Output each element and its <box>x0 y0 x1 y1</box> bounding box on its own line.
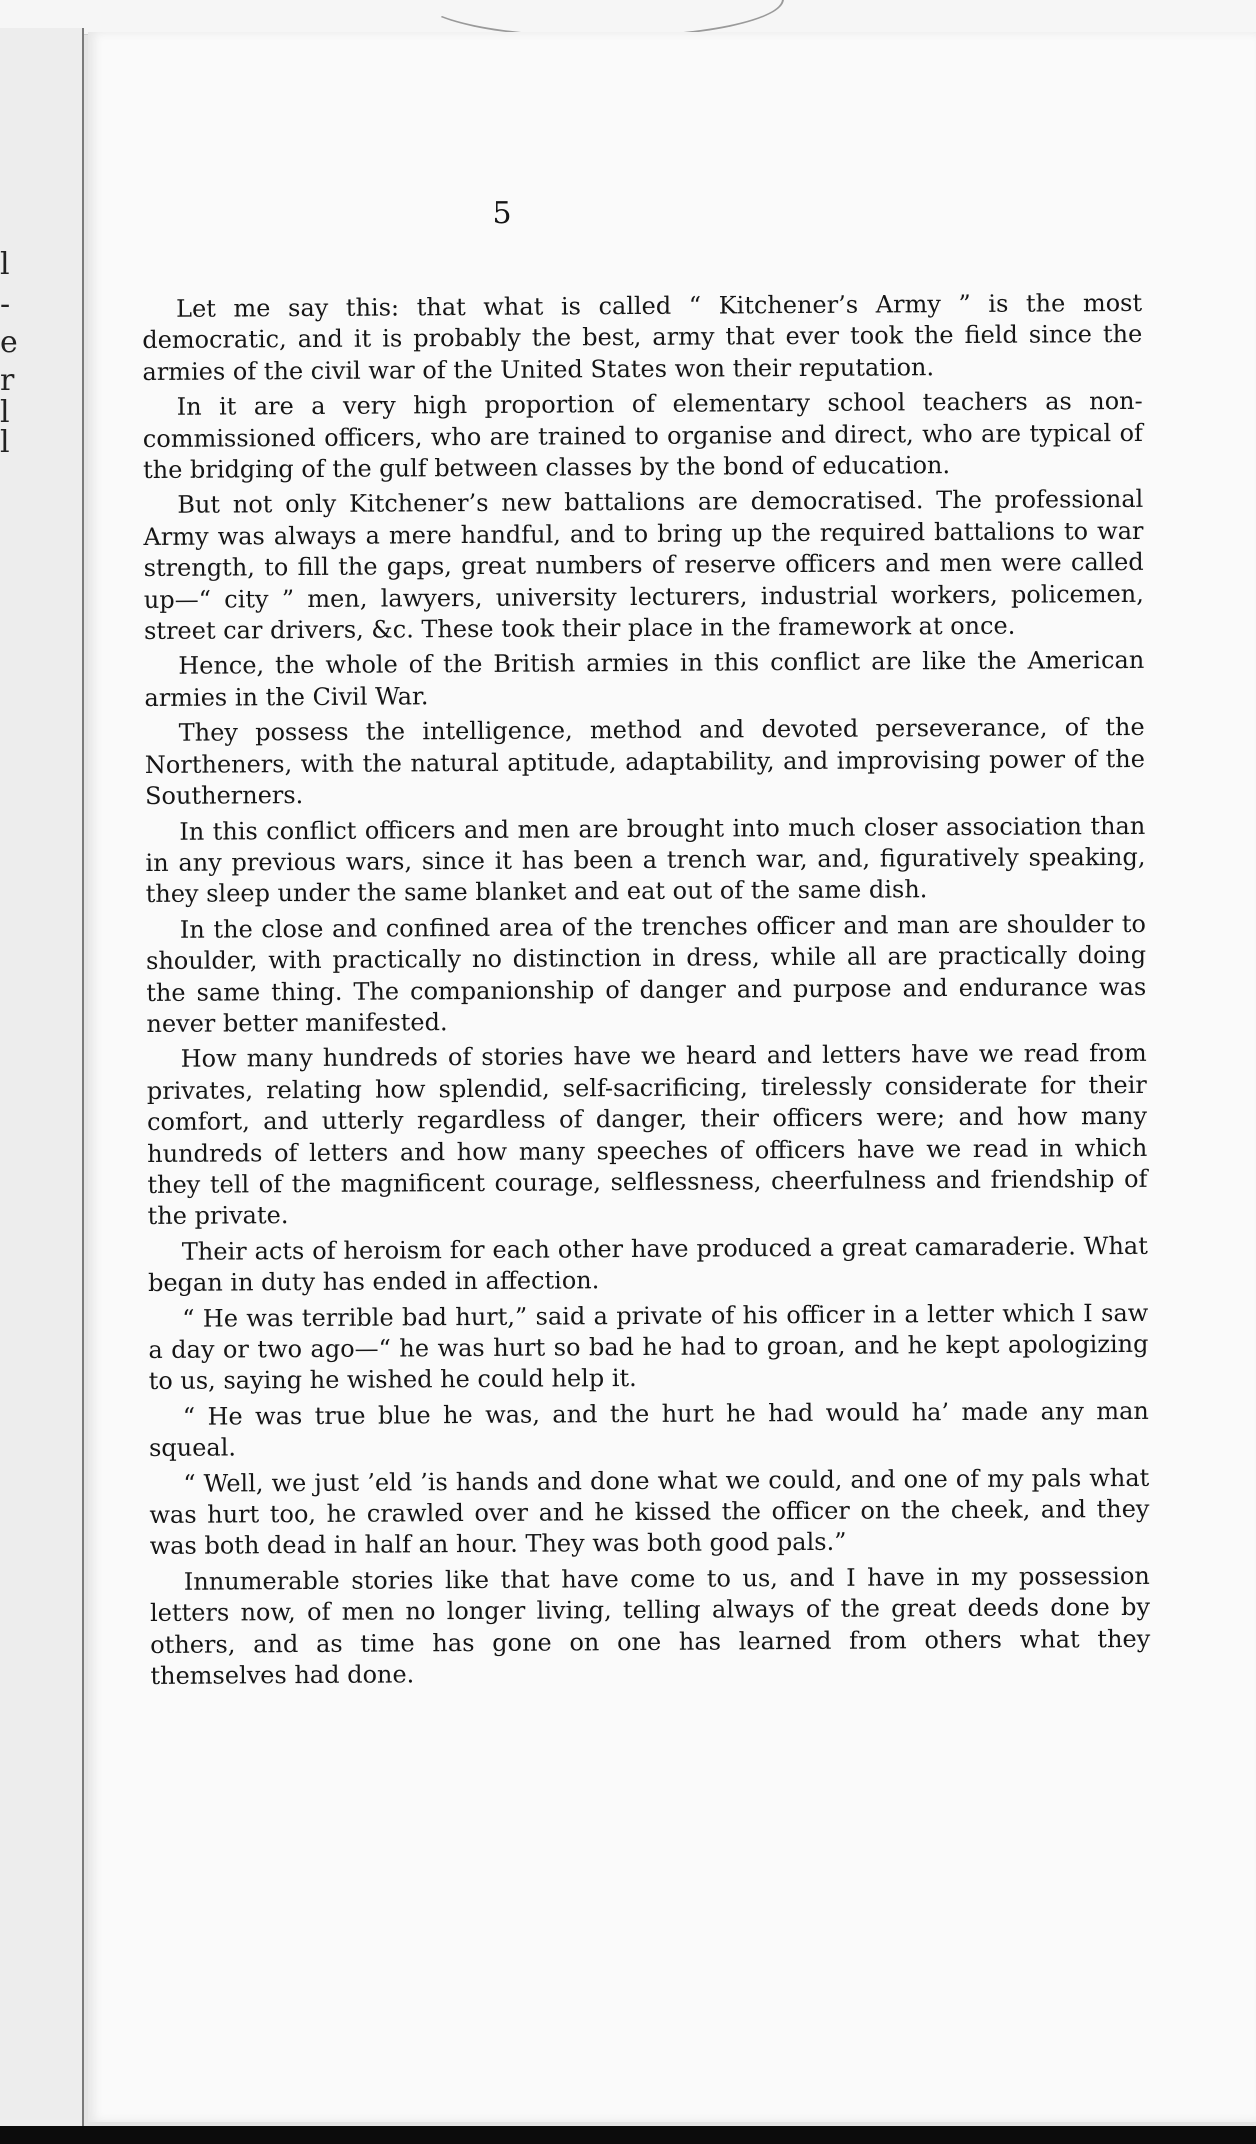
paragraph: Innumerable stories like that have come to us, and I have in my possession letters now, of men no longer living, telling always of the great deeds done by others, and as time has gone on one has learned from others what they themselves had done. <box>149 1561 1151 1691</box>
page-top-edge <box>0 0 1256 35</box>
paragraph: In it are a very high proportion of elementary school teachers as non-commissioned officers, who are trained to organise and direct, who are typical of the bridging of the gulf between classes by the bond of education. <box>142 387 1143 485</box>
facing-page-fragment: - <box>0 287 11 322</box>
paragraph: But not only Kitchener’s new battalions are democratised. The professional Army was always a mere handful, and to bring up the required battalions to war strength, to fill the gaps, great numbers of reserve officers and men were called up—“ city ” men, lawyers, university lecturers, industrial workers, policemen, street car drivers, &c. These took their place in the framework at once. <box>143 485 1144 646</box>
paragraph: “ He was true blue he was, and the hurt he had would ha’ made any man squeal. <box>148 1396 1149 1463</box>
facing-page-fragment: r <box>0 363 15 398</box>
facing-page-fragment: l <box>0 395 10 430</box>
paragraph: “ Well, we just ’eld ’is hands and done what we could, and one of my pals what was hurt too, he crawled over and he kissed the officer on the cheek, and they was both dead in half an hour. They was both good pals.” <box>149 1463 1150 1561</box>
page-number: 5 <box>492 196 512 231</box>
scanner-bottom-edge <box>0 2126 1256 2144</box>
paragraph: Let me say this: that what is called “ Kitchener’s Army ” is the most democratic, and it is probably the best, army that ever took the field since the armies of the civil war of the United States won their reputation. <box>142 288 1143 386</box>
facing-page-fragment: e <box>0 325 18 360</box>
facing-page-fragment: l <box>0 247 10 282</box>
facing-page-fragment: l <box>0 425 10 460</box>
paragraph: Their acts of heroism for each other have produced a great camaraderie. What began in duty has ended in affection. <box>147 1231 1148 1298</box>
paragraph: They possess the intelligence, method and devoted perseverance, of the Northeners, with the natural aptitude, adaptability, and improvising power of the Southerners. <box>144 713 1145 811</box>
paragraph: In this conflict officers and men are brought into much closer association than in any previous wars, since it has been a trench war, and, figuratively speaking, they sleep under the same blanket and eat out of the same dish. <box>145 811 1146 909</box>
paragraph: “ He was terrible bad hurt,” said a private of his officer in a letter which I saw a day or two ago—“ he was hurt so bad he had to groan, and he kept apologizing to us, saying he wished he could help it. <box>148 1298 1149 1396</box>
page-body <box>142 288 1151 1693</box>
paragraph: Hence, the whole of the British armies in this conflict are like the American armies in the Civil War. <box>144 646 1145 712</box>
paragraph: In the close and confined area of the trenches officer and man are shoulder to shoulder, with practically no distinction in dress, while all are practically doing the same thing. The companionship of danger and purpose and endurance was never better manifested. <box>145 909 1147 1038</box>
book-page <box>88 32 1256 2122</box>
paragraph: How many hundreds of stories have we heard and letters have we read from privates, relating how splendid, self-sacrificing, tirelessly considerate for their comfort, and utterly regardless of danger, their officers were; and how many hundreds of letters and how many speeches of officers have we read in which they tell of the magnificent courage, selflessness, cheerfulness and friendship of the private. <box>146 1039 1148 1231</box>
facing-page-edge <box>0 28 84 2128</box>
